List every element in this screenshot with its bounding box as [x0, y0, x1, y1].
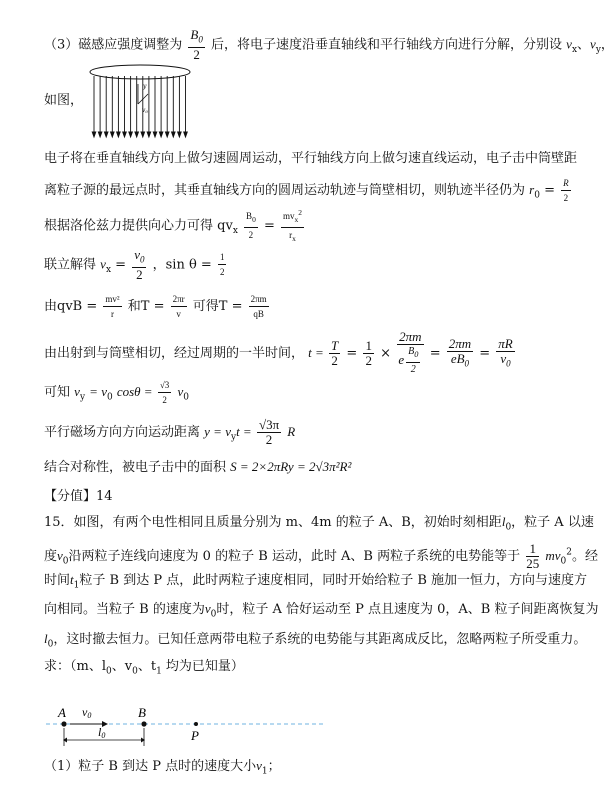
label-l0: l0 — [98, 725, 106, 740]
score-line: 【分值】14 — [44, 489, 113, 504]
b0-over-2: $\frac{B_0}{2}$ — [190, 27, 203, 62]
field-arrow — [135, 132, 139, 137]
q15-line-5: $l_0$，这时撤去恒力。已知任意两带电粒子系统的电势能与其距离成反比，忽略两粒子所受重力。 — [44, 631, 587, 650]
circle-line-2: 离粒子源的最远点时，其垂直轴线方向的圆周运动轨迹与筒壁相切，则轨迹半径仍为 $r_0$ = $\frac{R}{2}$ — [44, 178, 569, 203]
part3-label: （3）磁感应强度调整为 — [44, 37, 183, 53]
q15-line-1: 15．如图，有两个电性相同且质量分别为 m、4m 的粒子 A、B，初始时刻相距$l_0$，粒子 A 以速 — [44, 514, 594, 533]
label-v0: v0 — [82, 705, 92, 720]
q15-qiu: 求：（m、$l_0$、$v_0$、$t_1$ 均为已知量） — [44, 659, 244, 677]
particles-figure — [40, 700, 330, 752]
field-arrow — [111, 132, 115, 137]
label-b: B — [138, 705, 146, 720]
field-arrow — [98, 132, 102, 137]
label-a: A — [58, 705, 66, 720]
q15-line-2: 度$v_0$沿两粒子连线向速度为 0 的粒子 B 运动，此时 A、B 两粒子系统的电势能等于 $\frac{1}{25}$ $mv_0^2$。经 — [44, 541, 599, 571]
field-arrow — [159, 132, 163, 137]
label-p: P — [191, 728, 199, 743]
you-line: 由qvB = $\frac{\text{mv²}}{r}$ 和T = $\frac{2\pi r}{v}$ 可得T = $\frac{2\pi m}{qB}$ — [44, 294, 267, 319]
q15-line-4: 向相同。当粒子 B 的速度为$v_0$时，粒子 A 恰好运动至 P 点且速度为 0，A、B 粒子间距离恢复为 — [44, 601, 599, 620]
particle-a — [61, 721, 66, 726]
field-arrow — [123, 132, 127, 137]
field-arrow — [172, 132, 176, 137]
field-arrow — [153, 132, 157, 137]
field-arrow — [129, 132, 133, 137]
field-arrow — [165, 132, 169, 137]
cylinder-figure — [86, 62, 194, 140]
jiehe-line: 结合对称性，被电子击中的面积 S = 2×2πRy = 2√3π²R² — [44, 459, 352, 475]
field-arrow — [147, 132, 151, 137]
field-arrow — [92, 132, 96, 137]
point-p — [194, 722, 198, 726]
pingxing-line: 平行磁场方向方向运动距离 $y = v_yt$ = $\frac{√3\pi}{2}$ R — [44, 417, 296, 447]
field-arrow — [141, 132, 145, 137]
lianli-line: 联立解得 $v_x$ = $\frac{v_0}{2}$ ，sin θ = $\frac{1}{2}$ — [44, 247, 225, 282]
fig1-y-label: y — [143, 83, 147, 90]
fig1-v0-label: v0 — [142, 107, 148, 114]
lorentz-line: 根据洛伦兹力提供向心力可得 $qv_x$ $\frac{B_0}{2}$ = $\frac{mv_x^2}{r_x}$ — [44, 208, 302, 243]
part3-line: （3）磁感应强度调整为 $\frac{B_0}{2}$ 后，将电子速度沿垂直轴线和平行轴线方向进行分解，分别设 $v_x$、$v_y$， — [44, 27, 614, 62]
field-arrow — [104, 132, 108, 137]
particle-b — [141, 721, 146, 726]
circle-line-1: 电子将在垂直轴线方向上做匀速圆周运动，平行轴线方向上做匀速直线运动，电子击中筒壁距 — [44, 151, 578, 166]
kezhi-line: 可知 $v_y = v_0$ cosθ = $\frac{√3}{2}$ $v_0$ — [44, 380, 189, 405]
field-arrow — [117, 132, 121, 137]
time-line: 由出射到与筒壁相切，经过周期的一半时间， t = $\frac{T}{2}$ = $\frac{1}{2}$ × 2πm e $\frac{B_0}{2}$ = $\frac{2\pi m}{eB_0}$ = $\frac{\pi R}{v_0}$ — [44, 329, 513, 375]
field-arrow — [178, 132, 182, 137]
field-arrow — [184, 132, 188, 137]
q15-line-3: 时间$t_1$粒子 B 到达 P 点，此时两粒子速度相同，同时开始给粒子 B 施加一恒力，方向与速度方 — [44, 572, 588, 591]
part3-text: 后，将电子速度沿垂直轴线和平行轴线方向进行分解，分别设 — [211, 37, 563, 53]
rumian: 如图， — [44, 93, 84, 108]
q15-sub1: （1）粒子 B 到达 P 点时的速度大小$v_1$； — [44, 758, 281, 777]
